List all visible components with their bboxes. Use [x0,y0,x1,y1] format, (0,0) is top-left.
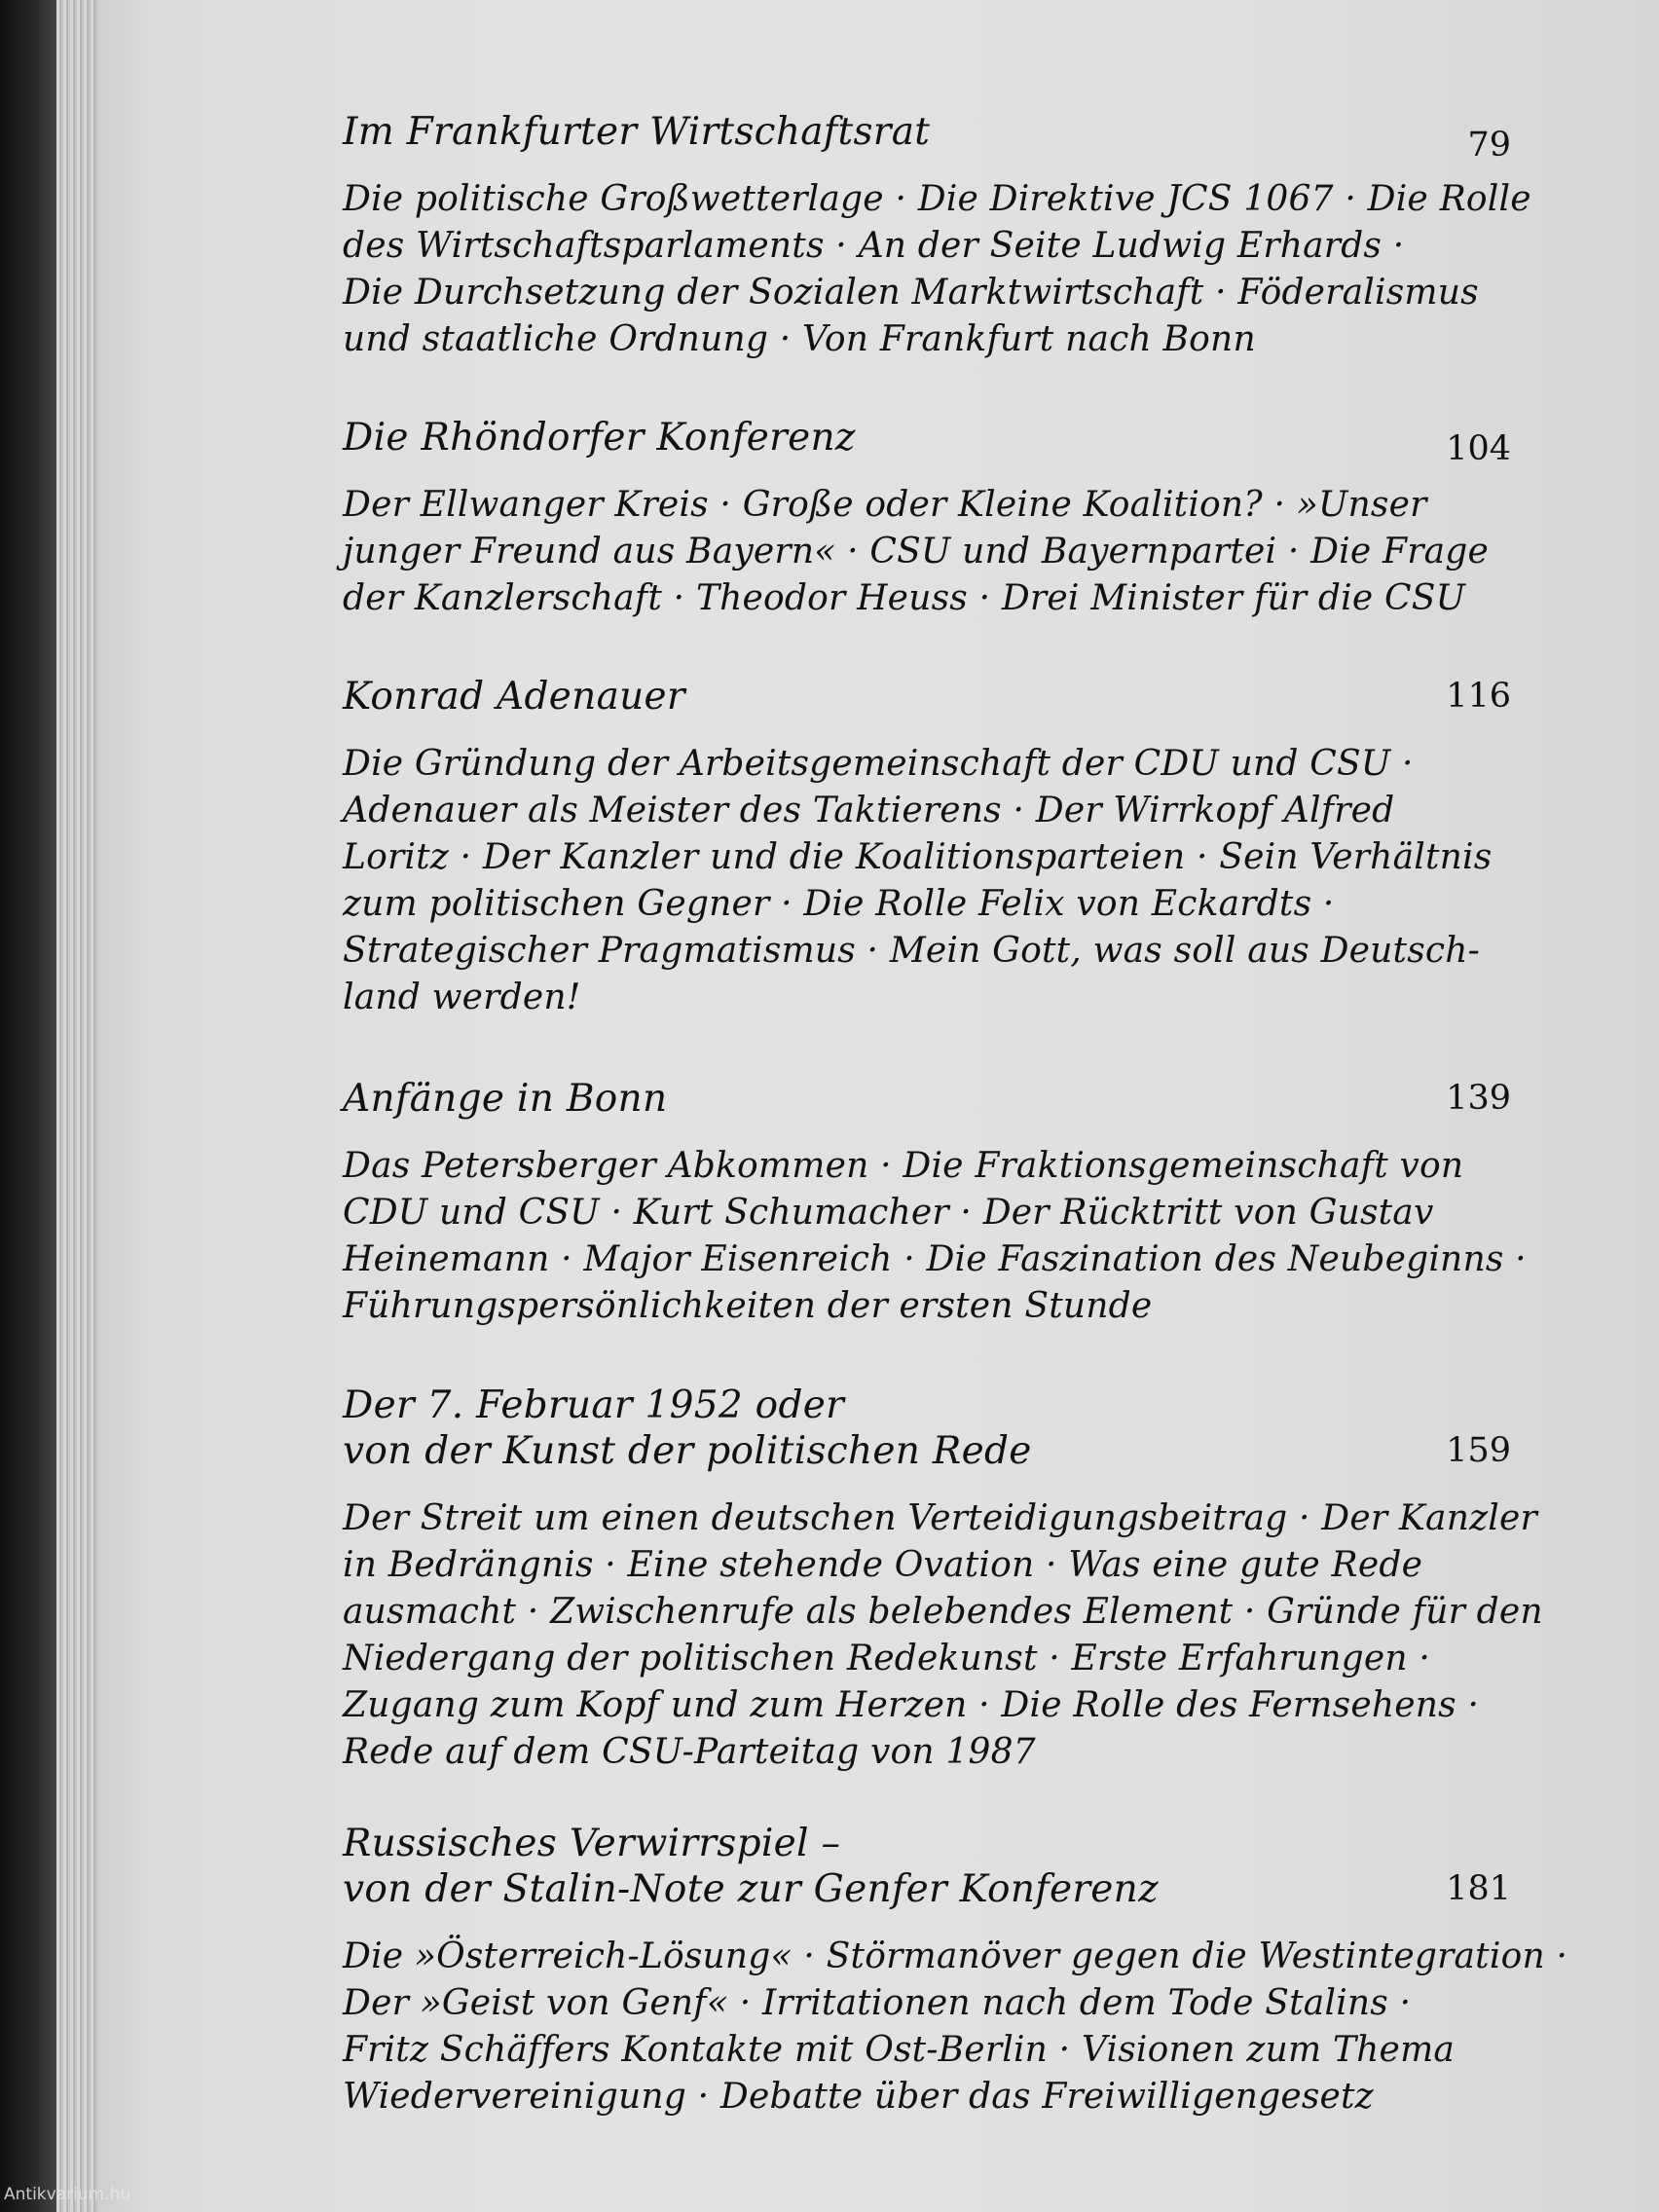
toc-entry [343,674,1511,1021]
chapter-title [343,1382,1511,1474]
chapter-title-line: Anfänge in Bonn [343,1077,668,1121]
page-number: 79 [1467,126,1511,165]
chapter-title-line: Russisches Verwirrspiel – [343,1822,841,1865]
description-line: Fritz Schäffers Kontakte mit Ost-Berlin · Visionen zum Thema [343,2030,1456,2070]
description-line: Das Petersberger Abkommen · Die Fraktionsgemeinschaft von [343,1146,1464,1186]
toc-entry [343,1821,1568,2120]
chapter-description [343,1143,1527,1330]
chapter-description [343,741,1511,1021]
toc-entry [343,109,1531,363]
description-line: Niedergang der politischen Redekunst · Erste Erfahrungen · [343,1639,1431,1678]
description-line: ausmacht · Zwischenrufe als belebendes Element · Gründe für den [343,1592,1543,1632]
description-line: zum politischen Gegner · Die Rolle Felix von Eckardts · [343,884,1335,924]
chapter-title-line: von der Kunst der politischen Rede [343,1429,1032,1473]
chapter-description [343,1495,1543,1776]
chapter-title-line: Im Frankfurter Wirtschaftsrat [343,110,931,154]
description-line: Rede auf dem CSU-Parteitag von 1987 [343,1732,1036,1772]
chapter-title [343,674,1511,719]
description-line: Adenauer als Meister des Taktierens · Der Wirrkopf Alfred [343,791,1395,830]
chapter-title [343,1076,1511,1122]
description-line: Der Streit um einen deutschen Verteidigungsbeitrag · Der Kanzler [343,1498,1537,1538]
description-line: Strategischer Pragmatismus · Mein Gott, was soll aus Deutsch- [343,931,1480,971]
description-line: Die Gründung der Arbeitsgemeinschaft der CDU und CSU · [343,744,1414,784]
description-line: CDU und CSU · Kurt Schumacher · Der Rücktritt von Gustav [343,1193,1434,1233]
toc-entry [343,1382,1543,1776]
chapter-title-line: Der 7. Februar 1952 oder [343,1383,845,1427]
description-line: Loritz · Der Kanzler und die Koalitionsparteien · Sein Verhältnis [343,837,1493,877]
chapter-description [343,1934,1568,2120]
chapter-title [343,415,1511,461]
chapter-title [343,1821,1511,1912]
page-number: 139 [1446,1079,1511,1118]
page-number: 181 [1446,1869,1511,1908]
description-line: Zugang zum Kopf und zum Herzen · Die Rolle des Fernsehens · [343,1685,1480,1725]
description-line: Der Ellwanger Kreis · Große oder Kleine Koalition? · »Unser [343,485,1427,525]
toc-entry [343,1076,1527,1330]
description-line: junger Freund aus Bayern« · CSU und Bayernpartei · Die Frage [343,532,1490,571]
description-line: Wiedervereinigung · Debatte über das Freiwilligengesetz [343,2077,1374,2117]
description-line: der Kanzlerschaft · Theodor Heuss · Drei Minister für die CSU [343,578,1466,618]
page-number: 104 [1446,429,1511,468]
chapter-title [343,109,1511,155]
watermark: Antikvarium.hu [4,2185,131,2204]
description-line: Führungspersönlichkeiten der ersten Stunde [343,1286,1153,1326]
description-line: Die Durchsetzung der Sozialen Marktwirtschaft · Föderalismus [343,273,1479,313]
description-line: Die politische Großwetterlage · Die Direktive JCS 1067 · Die Rolle [343,179,1531,219]
chapter-description [343,482,1511,622]
description-line: in Bedrängnis · Eine stehende Ovation · Was eine gute Rede [343,1545,1423,1585]
description-line: des Wirtschaftsparlaments · An der Seite Ludwig Erhards · [343,226,1405,266]
description-line: Die »Österreich-Lösung« · Störmanöver gegen die Westintegration · [343,1936,1568,1976]
description-line: und staatliche Ordnung · Von Frankfurt nach Bonn [343,319,1256,359]
description-line: Heinemann · Major Eisenreich · Die Faszination des Neubeginns · [343,1239,1527,1279]
chapter-title-line: Konrad Adenauer [343,675,685,719]
description-line: land werden! [343,977,581,1017]
page-number: 159 [1446,1431,1511,1470]
chapter-title-line: von der Stalin-Note zur Genfer Konferenz [343,1867,1159,1911]
chapter-title-line: Die Rhöndorfer Konferenz [343,416,856,460]
page-number: 116 [1446,677,1511,716]
book-binding [0,0,60,2212]
toc-entry [343,415,1511,622]
chapter-description [343,176,1531,363]
description-line: Der »Geist von Genf« · Irritationen nach dem Tode Stalins · [343,1983,1412,2023]
